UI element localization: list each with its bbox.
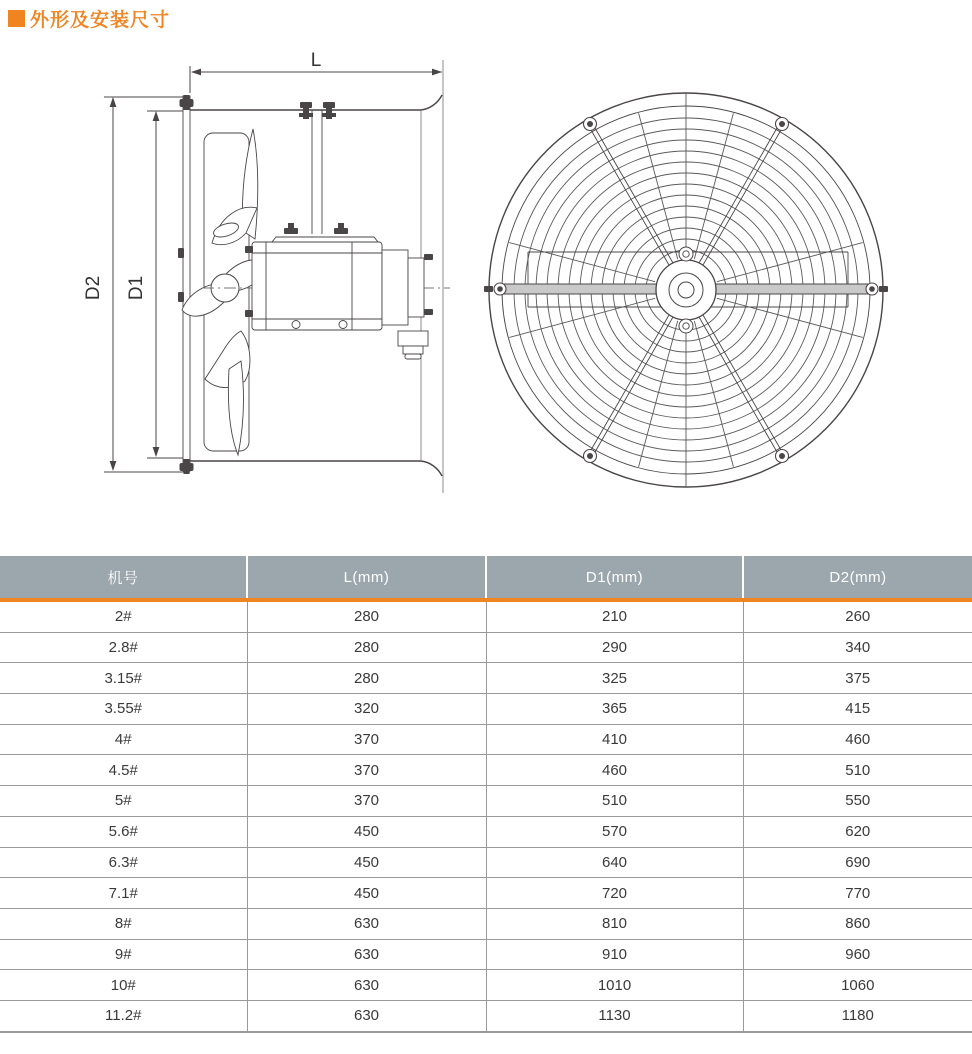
table-cell-model: 9# [0,939,247,970]
hub-bolt-top [679,247,693,261]
spoke-bolt [776,118,789,131]
band-bolt-left [494,283,506,295]
table-cell-model: 3.15# [0,663,247,694]
table-cell-d2: 260 [743,600,972,632]
table-cell-d1: 365 [486,694,743,725]
table-cell-l: 630 [247,939,486,970]
terminal-box [398,331,428,359]
table-cell-d2: 510 [743,755,972,786]
table-cell-d1: 720 [486,878,743,909]
table-cell-l: 280 [247,632,486,663]
table-cell-model: 6.3# [0,847,247,878]
spoke-bolt [584,118,597,131]
table-cell-d1: 210 [486,600,743,632]
header-cell-model: 机号 [0,556,247,600]
table-row [0,970,972,1001]
dimension-d1-label: D1 [126,275,147,301]
table-cell-d2: 460 [743,724,972,755]
table-cell-model: 2.8# [0,632,247,663]
table-row [0,632,972,663]
table-cell-l: 630 [247,970,486,1001]
table-row [0,600,972,632]
title-square-icon [8,10,25,27]
table-cell-d1: 410 [486,724,743,755]
table-cell-l: 630 [247,908,486,939]
table-cell-d1: 810 [486,908,743,939]
table-cell-d2: 690 [743,847,972,878]
motor-body [252,242,382,330]
table-cell-d1: 510 [486,786,743,817]
mounting-flange [178,95,194,474]
table-cell-model: 5.6# [0,816,247,847]
table-row [0,724,972,755]
spoke-bolt [584,450,597,463]
dimension-l-label: L [310,50,322,71]
table-cell-l: 370 [247,786,486,817]
table-cell-d1: 1010 [486,970,743,1001]
table-cell-l: 280 [247,600,486,632]
table-row [0,694,972,725]
fan-hub [656,247,716,333]
table-cell-d2: 340 [743,632,972,663]
table-row [0,755,972,786]
table-cell-d1: 640 [486,847,743,878]
table-row [0,663,972,694]
table-row [0,816,972,847]
page-title [8,5,170,32]
table-cell-l: 450 [247,878,486,909]
table-row [0,908,972,939]
table-cell-model: 3.55# [0,694,247,725]
spec-table [0,556,972,1033]
table-cell-l: 630 [247,1000,486,1031]
table-cell-d1: 570 [486,816,743,847]
table-cell-d2: 860 [743,908,972,939]
table-cell-model: 4# [0,724,247,755]
table-cell-d2: 1180 [743,1000,972,1031]
table-cell-d1: 460 [486,755,743,786]
table-row [0,786,972,817]
table-row [0,1000,972,1031]
table-cell-l: 450 [247,816,486,847]
table-cell-d2: 375 [743,663,972,694]
table-header [0,556,972,600]
table-cell-l: 370 [247,724,486,755]
spoke-bolt [776,450,789,463]
table-cell-d2: 620 [743,816,972,847]
table-row [0,939,972,970]
page-title-text: 外形及安装尺寸 [30,10,171,31]
table-row [0,878,972,909]
header-cell-d1: D1(mm) [486,556,743,600]
table-cell-model: 5# [0,786,247,817]
table-cell-l: 320 [247,694,486,725]
band-bolt-right [866,283,878,295]
table-cell-l: 450 [247,847,486,878]
table-cell-d1: 290 [486,632,743,663]
table-cell-d2: 415 [743,694,972,725]
header-cell-d2: D2(mm) [743,556,972,600]
table-cell-l: 370 [247,755,486,786]
motor-bolt-top-1 [284,223,298,234]
motor-end-cap [382,250,408,325]
header-cell-l: L(mm) [247,556,486,600]
table-cell-d2: 770 [743,878,972,909]
table-cell-model: 8# [0,908,247,939]
dimension-d1 [126,111,187,458]
table-cell-d2: 550 [743,786,972,817]
table-header-row [0,556,972,600]
table-cell-d1: 325 [486,663,743,694]
motor-bolt-top-2 [334,223,348,234]
table-cell-d1: 1130 [486,1000,743,1031]
support-strut [299,102,336,234]
table-body [0,600,972,1032]
table-cell-d1: 910 [486,939,743,970]
front-view-drawing [484,93,888,487]
table-cell-d2: 960 [743,939,972,970]
side-view-drawing [83,50,450,493]
table-cell-d2: 1060 [743,970,972,1001]
table-row [0,847,972,878]
table-cell-model: 7.1# [0,878,247,909]
dimension-d2-label: D2 [83,275,104,301]
table-cell-model: 4.5# [0,755,247,786]
table-cell-model: 2# [0,600,247,632]
hub-bolt-bottom [679,319,693,333]
table-cell-model: 11.2# [0,1000,247,1031]
table-cell-l: 280 [247,663,486,694]
table-cell-model: 10# [0,970,247,1001]
